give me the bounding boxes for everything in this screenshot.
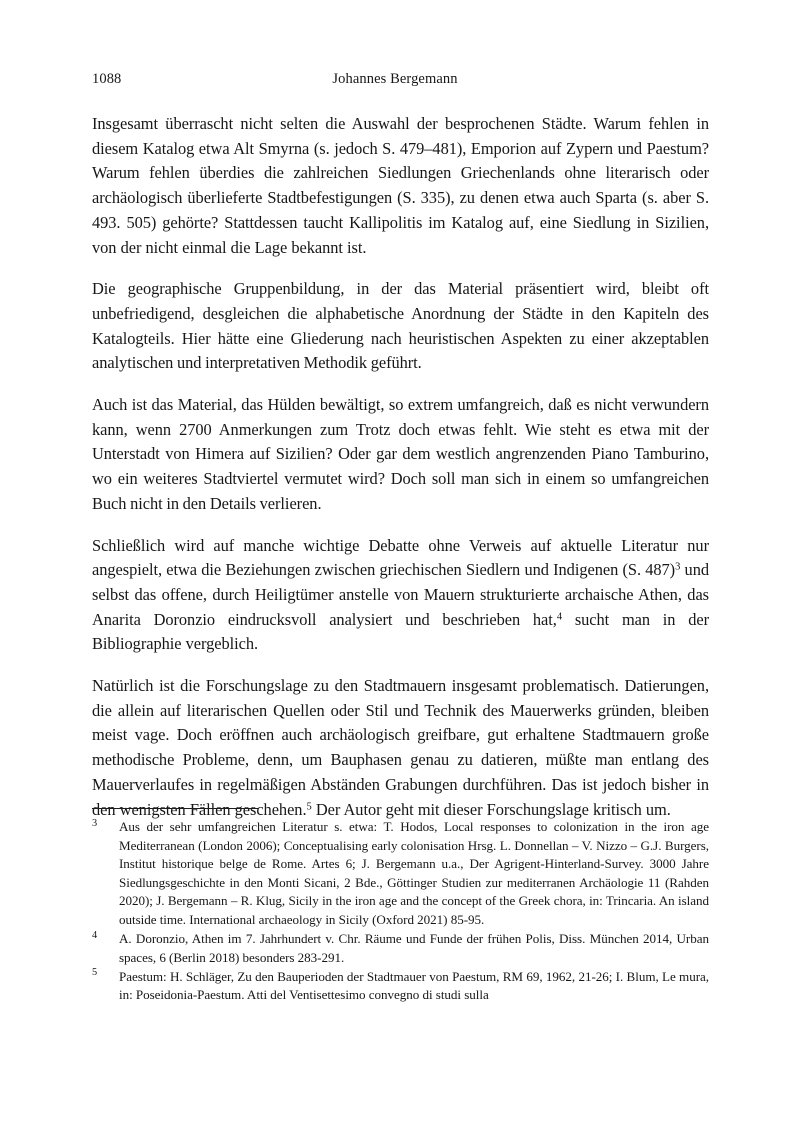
paragraph-5 — [92, 674, 709, 822]
footnote-5 — [92, 968, 709, 1005]
running-head-title: Johannes Bergemann — [332, 71, 458, 87]
paragraph-4-text-part-2: und selbst das offene, durch Heiligtümer anstelle von Mauern strukturierte archaische Athen, das Anarita Doronzio eindrucksvoll analysiert und beschrieben hat, — [92, 560, 709, 629]
footnote-number-5: 5 — [92, 967, 98, 979]
footnote-number-4: 4 — [92, 929, 98, 941]
page-header — [92, 68, 708, 90]
footnote-section — [92, 808, 709, 1005]
paragraph-4 — [92, 534, 709, 658]
paragraph-2: Die geographische Gruppenbildung, in der das Material präsentiert wird, bleibt oft unbefriedigend, desgleichen die alphabetische Anordnung der Städte in den Kapiteln des Katalogteils. Hier hätte eine Gliederung nach heuristischen Aspekten zu einer akzeptablen analytischen und interpretativen Methodik geführt. — [92, 279, 709, 373]
footnote-3 — [92, 818, 709, 930]
paragraph-5-text-part-1: Natürlich ist die Forschungslage zu den Stadtmauern insgesamt problematisch. Datierungen, die allein auf literarischen Quellen oder Stil und Technik des Mauerwerks gründen, bleiben meist vage. Doch eröffnen auch archäologisch greifbare, gut erhaltene Stadtmauern große methodische Probleme, denn, um Bauphasen genau zu datieren, müßte man entlang des Mauerverlaufes in regelmäßigen Abständen Grabungen durchführen. Das ist jedoch bisher in den wenigsten Fällen geschehen. — [92, 676, 709, 819]
footnote-text-5: Paestum: H. Schläger, Zu den Bauperioden der Stadtmauer von Paestum, RM 69, 1962, 21-26; I. Blum, Le mura, in: Poseidonia-Paestum. Atti del Ventisettesimo convegno di studi sulla — [119, 968, 709, 1003]
page-number: 1088 — [92, 71, 122, 87]
body-text — [92, 112, 709, 822]
paragraph-4-text-part-1: Schließlich wird auf manche wichtige Debatte ohne Verweis auf aktuelle Literatur nur angespielt, etwa die Beziehungen zwischen griechischen Siedlern und Indigenen (S. 487) — [92, 535, 709, 580]
paragraph-4-text-part-3: sucht man in der Bibliographie vergeblich. — [92, 609, 710, 654]
paragraph-3: Auch ist das Material, das Hülden bewältigt, so extrem umfangreich, daß es nicht verwundern kann, wenn 2700 Anmerkungen zum Trotz doch etwas fehlt. Wie steht es etwa mit der Unterstadt von Himera auf Sizilien? Oder gar dem westlich angrenzenden Piano Tamburino, wo ein weiteres Stadtviertel vermutet wird? Doch soll man sich in einem so umfangreichen Buch nicht in den Details verlieren. — [92, 395, 709, 513]
footnote-marker-5[interactable]: 5 — [306, 801, 312, 813]
footnote-separator-rule — [92, 808, 258, 809]
footnote-text-4: A. Doronzio, Athen im 7. Jahrhundert v. Chr. Räume und Funde der frühen Polis, Diss. München 2014, Urban spaces, 6 (Berlin 2018) besonders 283-291. — [119, 931, 709, 965]
footnote-number-3: 3 — [92, 817, 98, 829]
footnote-marker-3[interactable]: 3 — [675, 561, 681, 573]
paragraph-1: Insgesamt überrascht nicht selten die Auswahl der besprochenen Städte. Warum fehlen in diesem Katalog etwa Alt Smyrna (s. jedoch S. 479–481), Emporion auf Zypern und Paestum? Warum fehlen überdies die zahlreichen Siedlungen Griechenlands ohne literarisch oder archäologisch überlieferte Stadtbefestigungen (S. 335), zu denen etwa auch Sparta (s. aber S. 493. 505) gehörte? Stattdessen taucht Kallipolitis im Katalog auf, eine Siedlung in Sizilien, von der nicht einmal die Lage bekannt ist. — [92, 114, 709, 257]
paragraph-5-text-part-2: Der Autor geht mit dieser Forschungslage kritisch um. — [311, 799, 671, 819]
footnote-4 — [92, 930, 709, 967]
footnote-text-3: Aus der sehr umfangreichen Literatur s. etwa: T. Hodos, Local responses to colonization in the iron age Mediterranean (London 2006); Conceptualising early colonisation Hrsg. L. Donnellan – V. Nizzo – G.J. Burgers, Institut historique belge de Rome. Artes 6; J. Bergemann u.a., Der Agrigent-Hinterland-Survey. 3000 Jahre Siedlungsgeschichte in den Monti Sicani, 2 Bde., Göttinger Studien zur mediterranen Archäologie 11 (Rahden 2020); J. Bergemann – R. Klug, Sicily in the iron age and the concept of the Greek chora, in: Trincaria. An island outside time. International archaeology in Sicily (Oxford 2021) 85-95. — [119, 819, 709, 927]
footnote-marker-4[interactable]: 4 — [556, 611, 563, 623]
